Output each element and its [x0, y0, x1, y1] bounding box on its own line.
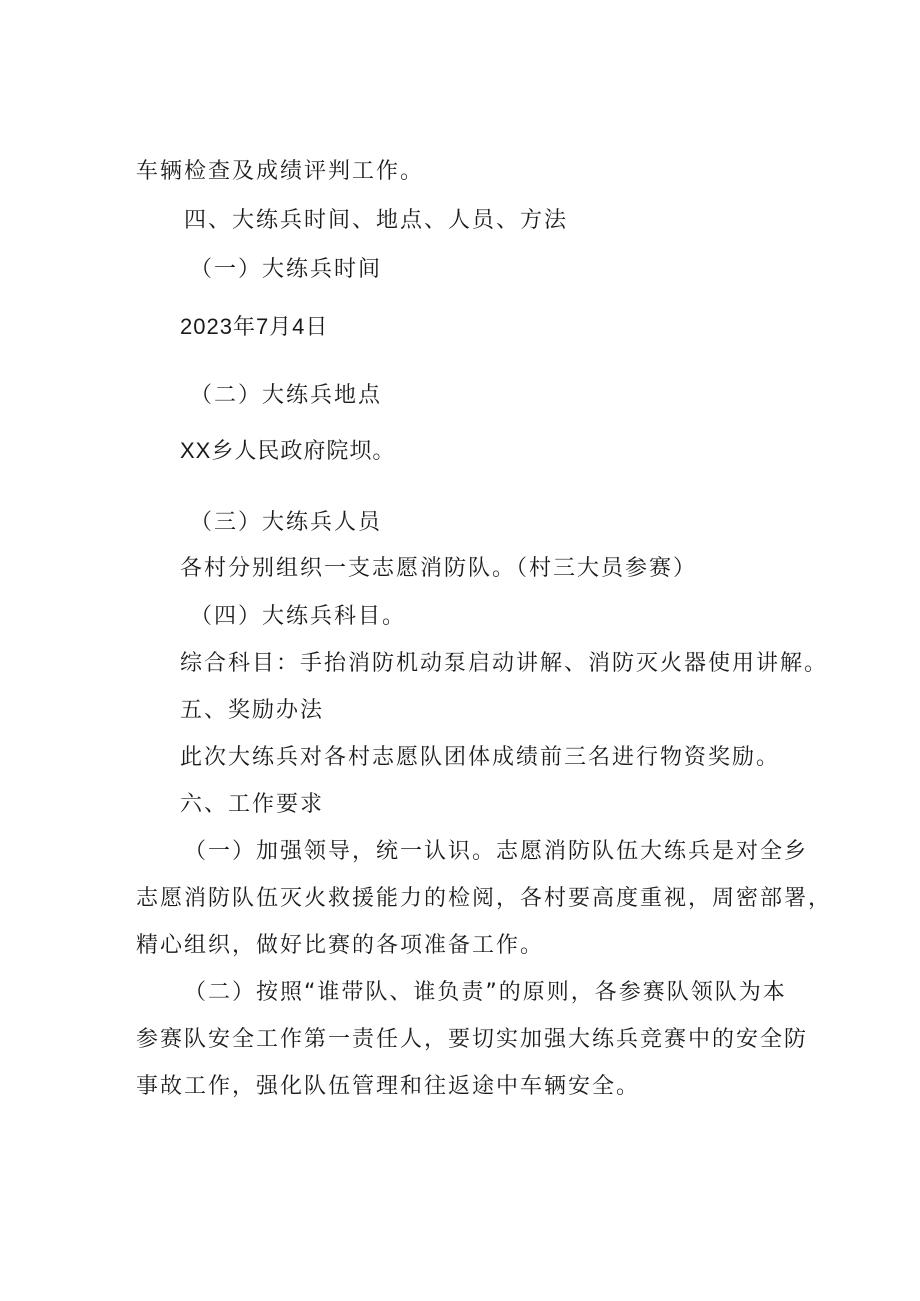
requirement-1-line-3: 精心组织，做好比赛的各项准备工作。: [136, 933, 545, 958]
subheading-subjects: （四）大练兵科目。: [190, 604, 407, 629]
section-heading-five: 五、奖励办法: [180, 698, 325, 723]
personnel-text: 各村分别组织一支志愿消防队。（村三大员参赛）: [180, 556, 698, 581]
reward-text: 此次大练兵对各村志愿队团体成绩前三名进行物资奖励。: [180, 745, 781, 770]
location-text: XX乡人民政府院坝。: [180, 438, 396, 463]
requirement-1-line-2: 志愿消防队伍灭火救援能力的检阅，各村要高度重视，周密部署，: [136, 886, 833, 911]
requirement-2-line-1: （二）按照“谁带队、谁负责”的原则，各参赛队领队为本: [184, 980, 787, 1005]
section-heading-six: 六、工作要求: [180, 792, 325, 817]
requirement-2-line-3: 事故工作，强化队伍管理和往返途中车辆安全。: [136, 1074, 641, 1099]
subheading-time: （一）大练兵时间: [190, 257, 383, 282]
requirement-2-line-2: 参赛队安全工作第一责任人，要切实加强大练兵竞赛中的安全防: [136, 1027, 809, 1052]
requirement-1-line-1: （一）加强领导，统一认识。志愿消防队伍大练兵是对全乡: [184, 839, 809, 864]
subheading-location: （二）大练兵地点: [190, 383, 383, 408]
subheading-personnel: （三）大练兵人员: [190, 510, 383, 535]
paragraph-continuation: 车辆检查及成绩评判工作。: [136, 159, 425, 184]
subjects-text: 综合科目：手抬消防机动泵启动讲解、消防灭火器使用讲解。: [180, 651, 829, 676]
date-text: 2023年7月4日: [180, 314, 329, 339]
section-heading-four: 四、大练兵时间、地点、人员、方法: [184, 208, 569, 233]
